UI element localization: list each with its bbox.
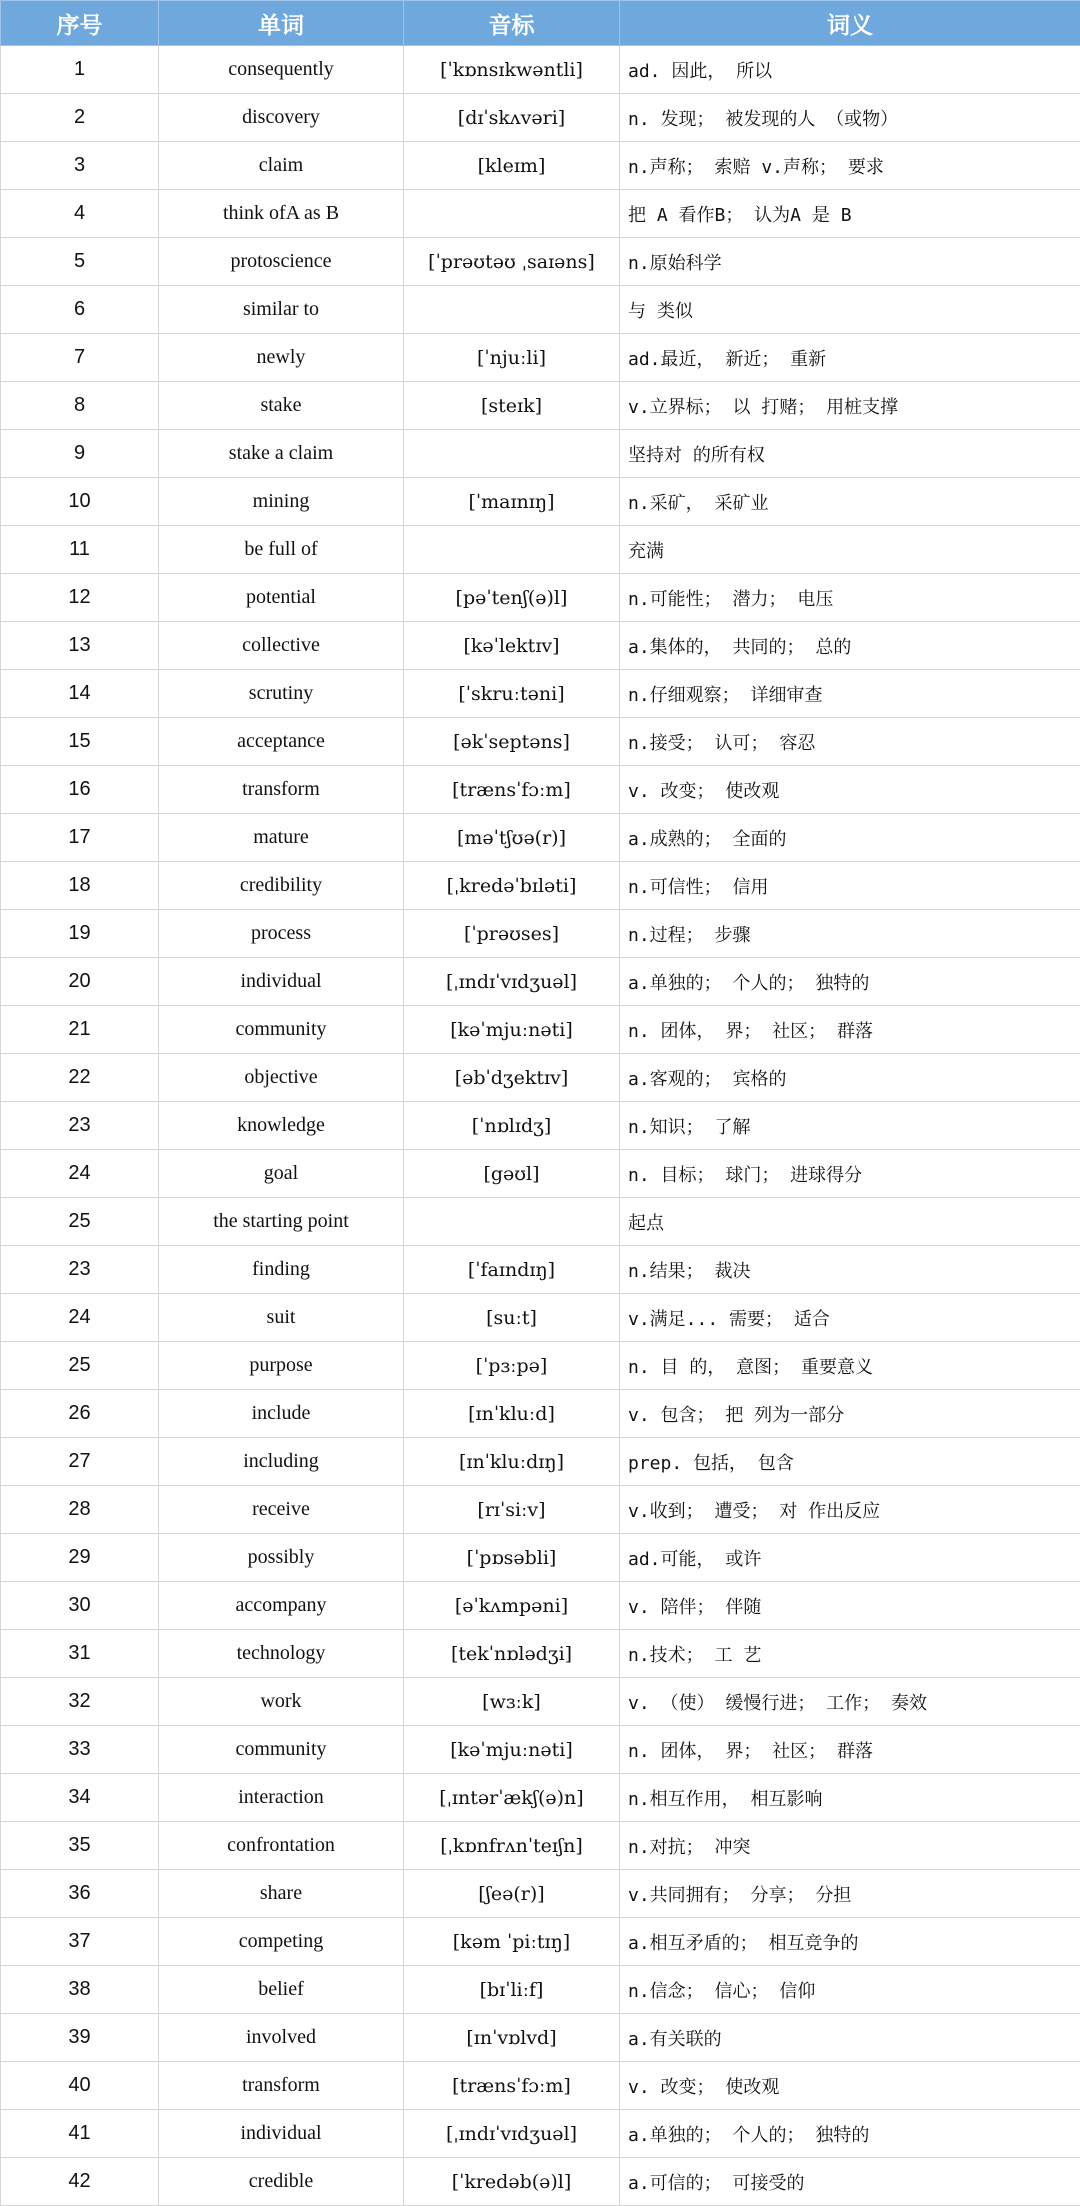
- row-word: individual: [159, 958, 404, 1006]
- table-row: [1, 1822, 1080, 1870]
- row-meaning: v.满足... 需要； 适合: [620, 1294, 1080, 1342]
- row-index: 14: [1, 670, 159, 718]
- row-meaning: v.共同拥有； 分享； 分担: [620, 1870, 1080, 1918]
- row-meaning: 起点: [620, 1198, 1080, 1246]
- row-phonetic: [ˈpɜːpə]: [404, 1342, 620, 1390]
- row-word: interaction: [159, 1774, 404, 1822]
- table-row: [1, 1150, 1080, 1198]
- row-phonetic: [trænsˈfɔːm]: [404, 2062, 620, 2110]
- row-index: 31: [1, 1630, 159, 1678]
- row-word: community: [159, 1726, 404, 1774]
- row-meaning: n.结果； 裁决: [620, 1246, 1080, 1294]
- row-word: be full of: [159, 526, 404, 574]
- row-phonetic: [ˈskruːtəni]: [404, 670, 620, 718]
- row-phonetic: [steɪk]: [404, 382, 620, 430]
- table-row: [1, 1390, 1080, 1438]
- row-phonetic: [wɜːk]: [404, 1678, 620, 1726]
- row-word: objective: [159, 1054, 404, 1102]
- row-index: 23: [1, 1246, 159, 1294]
- row-meaning: n.相互作用， 相互影响: [620, 1774, 1080, 1822]
- row-meaning: n.知识； 了解: [620, 1102, 1080, 1150]
- row-index: 36: [1, 1870, 159, 1918]
- table-row: [1, 382, 1080, 430]
- row-phonetic: [ɪnˈkluːd]: [404, 1390, 620, 1438]
- row-phonetic: [404, 526, 620, 574]
- row-meaning: n.仔细观察； 详细审查: [620, 670, 1080, 718]
- row-meaning: ad.最近， 新近； 重新: [620, 334, 1080, 382]
- table-row: [1, 670, 1080, 718]
- table-row: [1, 622, 1080, 670]
- row-meaning: prep. 包括， 包含: [620, 1438, 1080, 1486]
- row-meaning: n.可能性； 潜力； 电压: [620, 574, 1080, 622]
- row-meaning: ad.可能， 或许: [620, 1534, 1080, 1582]
- table-row: [1, 238, 1080, 286]
- row-phonetic: [bɪˈliːf]: [404, 1966, 620, 2014]
- row-index: 24: [1, 1294, 159, 1342]
- row-phonetic: [ɪnˈkluːdɪŋ]: [404, 1438, 620, 1486]
- table-row: [1, 1486, 1080, 1534]
- row-index: 7: [1, 334, 159, 382]
- row-word: belief: [159, 1966, 404, 2014]
- row-index: 37: [1, 1918, 159, 1966]
- row-word: mature: [159, 814, 404, 862]
- row-phonetic: [404, 286, 620, 334]
- table-row: [1, 46, 1080, 94]
- row-index: 13: [1, 622, 159, 670]
- row-index: 38: [1, 1966, 159, 2014]
- row-word: protoscience: [159, 238, 404, 286]
- row-meaning: n.采矿， 采矿业: [620, 478, 1080, 526]
- row-word: receive: [159, 1486, 404, 1534]
- row-index: 25: [1, 1342, 159, 1390]
- table-row: [1, 1102, 1080, 1150]
- row-word: include: [159, 1390, 404, 1438]
- row-word: work: [159, 1678, 404, 1726]
- row-phonetic: [pəˈtenʃ(ə)l]: [404, 574, 620, 622]
- row-phonetic: [ˈkɒnsɪkwəntli]: [404, 46, 620, 94]
- row-index: 17: [1, 814, 159, 862]
- row-meaning: n.原始科学: [620, 238, 1080, 286]
- row-index: 27: [1, 1438, 159, 1486]
- row-index: 1: [1, 46, 159, 94]
- row-index: 21: [1, 1006, 159, 1054]
- row-phonetic: [ˌɪntərˈækʃ(ə)n]: [404, 1774, 620, 1822]
- row-index: 5: [1, 238, 159, 286]
- row-index: 10: [1, 478, 159, 526]
- table-row: [1, 2110, 1080, 2158]
- row-word: credibility: [159, 862, 404, 910]
- row-meaning: n. 发现； 被发现的人 （或物）: [620, 94, 1080, 142]
- row-index: 35: [1, 1822, 159, 1870]
- row-index: 33: [1, 1726, 159, 1774]
- row-word: technology: [159, 1630, 404, 1678]
- row-phonetic: [ˈnjuːli]: [404, 334, 620, 382]
- row-phonetic: [əkˈseptəns]: [404, 718, 620, 766]
- row-word: scrutiny: [159, 670, 404, 718]
- row-phonetic: [404, 430, 620, 478]
- table-row: [1, 1342, 1080, 1390]
- row-index: 2: [1, 94, 159, 142]
- row-phonetic: [ˈnɒlɪdʒ]: [404, 1102, 620, 1150]
- table-row: [1, 862, 1080, 910]
- row-index: 22: [1, 1054, 159, 1102]
- table-row: [1, 286, 1080, 334]
- header-phonetic: 音标: [404, 1, 620, 46]
- table-row: [1, 1054, 1080, 1102]
- row-index: 9: [1, 430, 159, 478]
- table-row: [1, 1294, 1080, 1342]
- row-meaning: n. 目标； 球门； 进球得分: [620, 1150, 1080, 1198]
- row-word: finding: [159, 1246, 404, 1294]
- row-phonetic: [kəˈmjuːnəti]: [404, 1726, 620, 1774]
- row-word: knowledge: [159, 1102, 404, 1150]
- row-phonetic: [ɪnˈvɒlvd]: [404, 2014, 620, 2062]
- table-row: [1, 1198, 1080, 1246]
- row-phonetic: [kəˈlektɪv]: [404, 622, 620, 670]
- row-phonetic: [dɪˈskʌvəri]: [404, 94, 620, 142]
- row-index: 23: [1, 1102, 159, 1150]
- table-row: [1, 1006, 1080, 1054]
- row-meaning: v. 改变； 使改观: [620, 2062, 1080, 2110]
- table-row: [1, 1774, 1080, 1822]
- table-row: [1, 94, 1080, 142]
- row-phonetic: [kleɪm]: [404, 142, 620, 190]
- row-meaning: n. 团体， 界； 社区； 群落: [620, 1726, 1080, 1774]
- row-word: involved: [159, 2014, 404, 2062]
- table-row: [1, 2014, 1080, 2062]
- row-phonetic: [rɪˈsiːv]: [404, 1486, 620, 1534]
- row-word: accompany: [159, 1582, 404, 1630]
- row-index: 41: [1, 2110, 159, 2158]
- row-phonetic: [ˈmaɪnɪŋ]: [404, 478, 620, 526]
- row-phonetic: [ˈkredəb(ə)l]: [404, 2158, 620, 2206]
- row-meaning: 充满: [620, 526, 1080, 574]
- row-meaning: a.集体的， 共同的； 总的: [620, 622, 1080, 670]
- table-row: [1, 190, 1080, 238]
- row-meaning: v.立界标； 以 打赌； 用桩支撑: [620, 382, 1080, 430]
- row-phonetic: [tekˈnɒlədʒi]: [404, 1630, 620, 1678]
- row-index: 12: [1, 574, 159, 622]
- row-meaning: v. （使） 缓慢行进； 工作； 奏效: [620, 1678, 1080, 1726]
- row-index: 8: [1, 382, 159, 430]
- row-meaning: n.信念； 信心； 信仰: [620, 1966, 1080, 2014]
- row-meaning: v. 改变； 使改观: [620, 766, 1080, 814]
- row-meaning: 把 A 看作B； 认为A 是 B: [620, 190, 1080, 238]
- table-row: [1, 430, 1080, 478]
- row-phonetic: [ˌkɒnfrʌnˈteɪʃn]: [404, 1822, 620, 1870]
- table-row: [1, 574, 1080, 622]
- table-row: [1, 1630, 1080, 1678]
- row-meaning: a.有关联的: [620, 2014, 1080, 2062]
- table-row: [1, 2062, 1080, 2110]
- row-index: 3: [1, 142, 159, 190]
- row-index: 42: [1, 2158, 159, 2206]
- row-meaning: n.过程； 步骤: [620, 910, 1080, 958]
- table-row: [1, 814, 1080, 862]
- header-row: [1, 1, 1080, 46]
- row-phonetic: [ˈpɒsəbli]: [404, 1534, 620, 1582]
- row-phonetic: [məˈtʃʊə(r)]: [404, 814, 620, 862]
- row-index: 15: [1, 718, 159, 766]
- row-word: mining: [159, 478, 404, 526]
- row-index: 11: [1, 526, 159, 574]
- row-word: transform: [159, 2062, 404, 2110]
- row-word: competing: [159, 1918, 404, 1966]
- row-word: confrontation: [159, 1822, 404, 1870]
- row-word: stake: [159, 382, 404, 430]
- row-phonetic: [404, 190, 620, 238]
- row-phonetic: [ˌɪndɪˈvɪdʒuəl]: [404, 2110, 620, 2158]
- row-word: suit: [159, 1294, 404, 1342]
- table-row: [1, 1918, 1080, 1966]
- table-row: [1, 1582, 1080, 1630]
- row-index: 30: [1, 1582, 159, 1630]
- row-phonetic: [ˌkredəˈbɪləti]: [404, 862, 620, 910]
- row-word: goal: [159, 1150, 404, 1198]
- row-word: share: [159, 1870, 404, 1918]
- row-index: 18: [1, 862, 159, 910]
- table-row: [1, 1678, 1080, 1726]
- row-word: newly: [159, 334, 404, 382]
- table-row: [1, 2158, 1080, 2206]
- row-word: consequently: [159, 46, 404, 94]
- row-phonetic: [ʃeə(r)]: [404, 1870, 620, 1918]
- table-row: [1, 1966, 1080, 2014]
- row-meaning: a.可信的； 可接受的: [620, 2158, 1080, 2206]
- table-row: [1, 478, 1080, 526]
- row-index: 25: [1, 1198, 159, 1246]
- table-row: [1, 718, 1080, 766]
- row-meaning: a.单独的； 个人的； 独特的: [620, 958, 1080, 1006]
- row-word: the starting point: [159, 1198, 404, 1246]
- row-meaning: n. 团体， 界； 社区； 群落: [620, 1006, 1080, 1054]
- row-word: discovery: [159, 94, 404, 142]
- row-phonetic: [kəˈmjuːnəti]: [404, 1006, 620, 1054]
- row-word: credible: [159, 2158, 404, 2206]
- row-phonetic: [kəm ˈpiːtɪŋ]: [404, 1918, 620, 1966]
- row-meaning: ad. 因此， 所以: [620, 46, 1080, 94]
- table-row: [1, 1246, 1080, 1294]
- table-row: [1, 142, 1080, 190]
- row-word: including: [159, 1438, 404, 1486]
- row-meaning: n. 目 的， 意图； 重要意义: [620, 1342, 1080, 1390]
- row-phonetic: [404, 1198, 620, 1246]
- row-word: purpose: [159, 1342, 404, 1390]
- row-meaning: a.客观的； 宾格的: [620, 1054, 1080, 1102]
- table-row: [1, 1438, 1080, 1486]
- row-meaning: a.相互矛盾的； 相互竞争的: [620, 1918, 1080, 1966]
- row-phonetic: [trænsˈfɔːm]: [404, 766, 620, 814]
- row-phonetic: [əˈkʌmpəni]: [404, 1582, 620, 1630]
- row-word: stake a claim: [159, 430, 404, 478]
- table-row: [1, 334, 1080, 382]
- row-meaning: v. 陪伴； 伴随: [620, 1582, 1080, 1630]
- row-index: 24: [1, 1150, 159, 1198]
- row-word: collective: [159, 622, 404, 670]
- row-index: 39: [1, 2014, 159, 2062]
- row-index: 20: [1, 958, 159, 1006]
- table-row: [1, 910, 1080, 958]
- header-index: 序号: [1, 1, 159, 46]
- row-word: claim: [159, 142, 404, 190]
- row-index: 6: [1, 286, 159, 334]
- row-phonetic: [ˈprəʊses]: [404, 910, 620, 958]
- row-meaning: n.接受； 认可； 容忍: [620, 718, 1080, 766]
- header-word: 单词: [159, 1, 404, 46]
- row-word: similar to: [159, 286, 404, 334]
- row-phonetic: [ˈfaɪndɪŋ]: [404, 1246, 620, 1294]
- table-row: [1, 1870, 1080, 1918]
- row-word: acceptance: [159, 718, 404, 766]
- row-index: 32: [1, 1678, 159, 1726]
- row-word: possibly: [159, 1534, 404, 1582]
- row-index: 26: [1, 1390, 159, 1438]
- row-meaning: 与 类似: [620, 286, 1080, 334]
- row-index: 19: [1, 910, 159, 958]
- table-row: [1, 766, 1080, 814]
- row-word: process: [159, 910, 404, 958]
- row-index: 16: [1, 766, 159, 814]
- row-meaning: v. 包含； 把 列为一部分: [620, 1390, 1080, 1438]
- table-header: [1, 1, 1080, 46]
- row-meaning: n.技术； 工 艺: [620, 1630, 1080, 1678]
- row-word: potential: [159, 574, 404, 622]
- row-phonetic: [suːt]: [404, 1294, 620, 1342]
- row-index: 4: [1, 190, 159, 238]
- table-row: [1, 526, 1080, 574]
- row-index: 34: [1, 1774, 159, 1822]
- row-meaning: 坚持对 的所有权: [620, 430, 1080, 478]
- row-meaning: v.收到； 遭受； 对 作出反应: [620, 1486, 1080, 1534]
- row-phonetic: [əbˈdʒektɪv]: [404, 1054, 620, 1102]
- row-meaning: a.成熟的； 全面的: [620, 814, 1080, 862]
- row-word: think ofA as B: [159, 190, 404, 238]
- header-meaning: 词义: [620, 1, 1080, 46]
- row-phonetic: [ˈprəʊtəʊ ˌsaɪəns]: [404, 238, 620, 286]
- row-phonetic: [gəʊl]: [404, 1150, 620, 1198]
- table-row: [1, 1534, 1080, 1582]
- table-body: [1, 46, 1080, 2206]
- table-row: [1, 958, 1080, 1006]
- row-meaning: n.可信性； 信用: [620, 862, 1080, 910]
- row-index: 29: [1, 1534, 159, 1582]
- row-meaning: n.对抗； 冲突: [620, 1822, 1080, 1870]
- row-meaning: a.单独的； 个人的； 独特的: [620, 2110, 1080, 2158]
- row-index: 28: [1, 1486, 159, 1534]
- row-word: transform: [159, 766, 404, 814]
- row-meaning: n.声称； 索赔 v.声称； 要求: [620, 142, 1080, 190]
- row-index: 40: [1, 2062, 159, 2110]
- table-row: [1, 1726, 1080, 1774]
- row-phonetic: [ˌɪndɪˈvɪdʒuəl]: [404, 958, 620, 1006]
- row-word: individual: [159, 2110, 404, 2158]
- row-word: community: [159, 1006, 404, 1054]
